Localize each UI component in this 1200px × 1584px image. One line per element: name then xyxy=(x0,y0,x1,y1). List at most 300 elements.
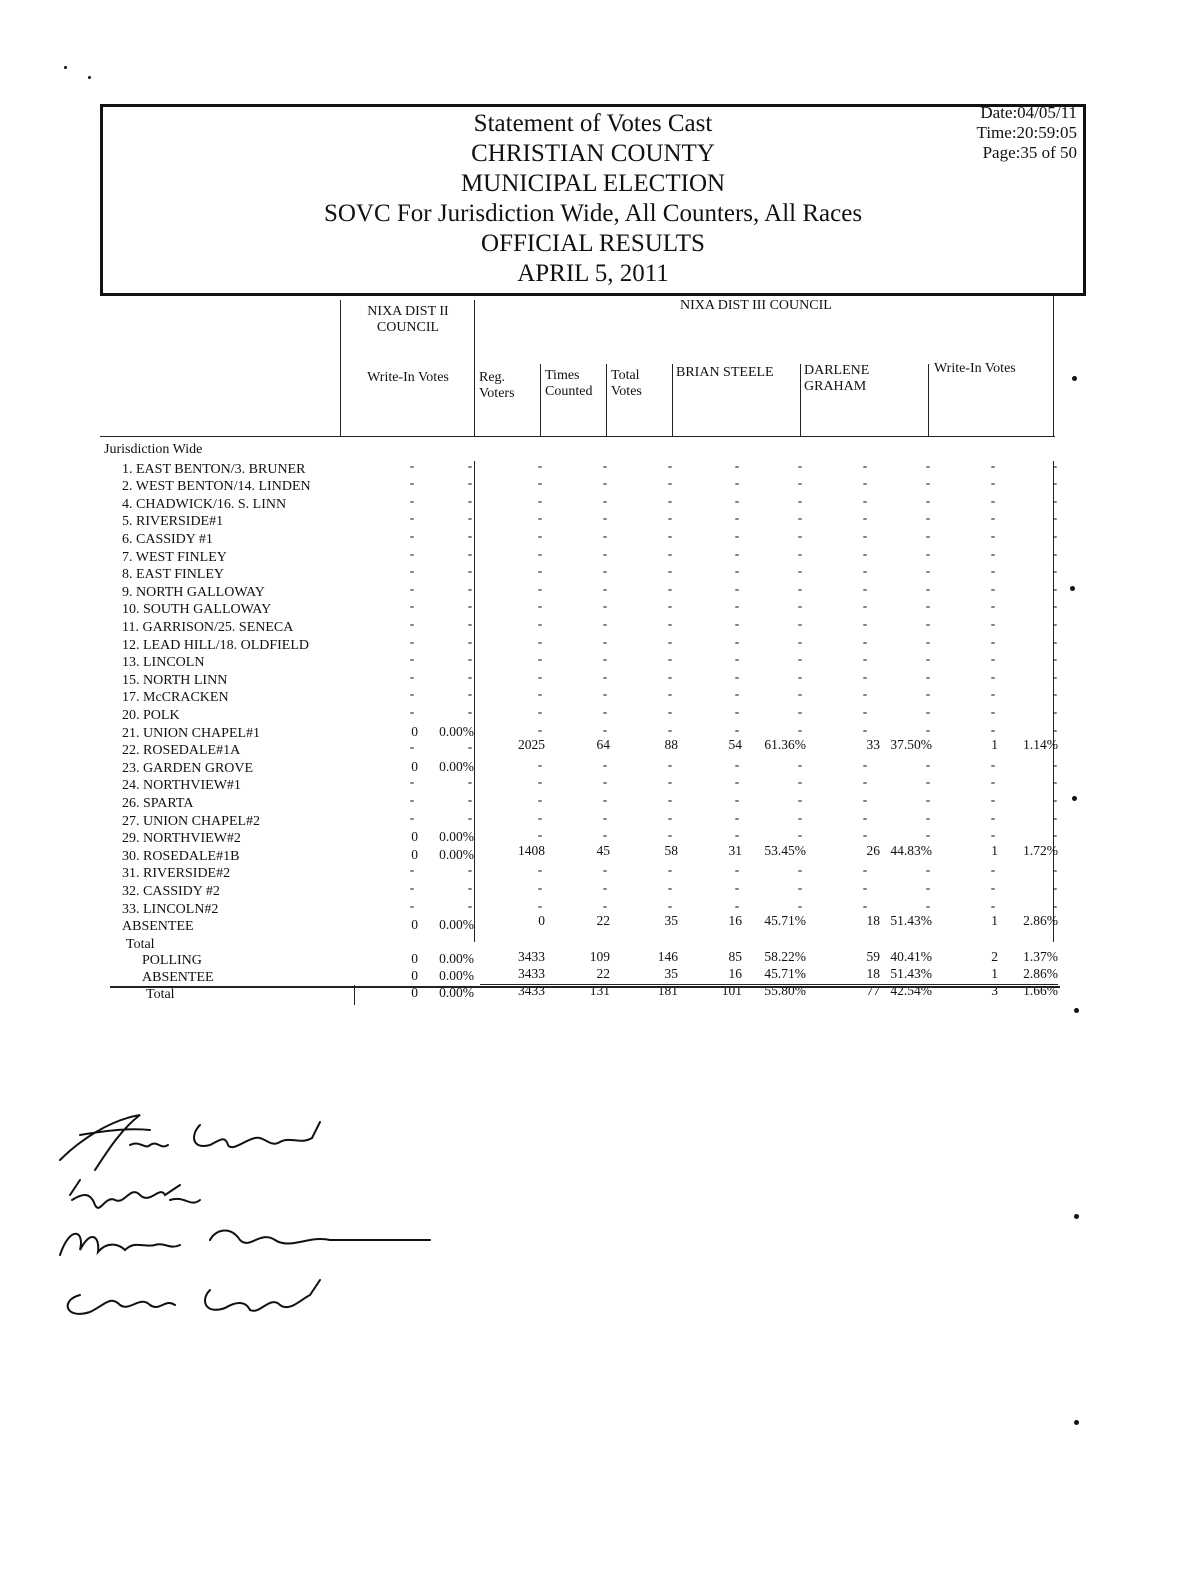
empty-cell-dash: - xyxy=(602,510,608,526)
empty-cell-dash: - xyxy=(667,492,673,508)
empty-cell-dash: - xyxy=(1052,598,1058,614)
empty-cell-dash: - xyxy=(1052,668,1058,684)
empty-cell-dash: - xyxy=(667,897,673,913)
graham-pct-value: 51.43% xyxy=(890,913,932,929)
empty-cell-dash: - xyxy=(925,809,931,825)
empty-cell-dash: - xyxy=(862,651,868,667)
dist2-title-line: COUNCIL xyxy=(376,320,440,335)
empty-cell-dash: - xyxy=(925,880,931,895)
scan-speck xyxy=(88,76,91,79)
empty-cell-dash: - xyxy=(862,792,868,807)
empty-cell-dash: - xyxy=(1052,809,1058,825)
rule xyxy=(928,364,929,436)
empty-cell-dash: - xyxy=(990,475,996,491)
empty-cell-dash: - xyxy=(602,580,608,596)
empty-cell-dash: - xyxy=(409,774,415,790)
empty-cell-dash: - xyxy=(537,774,543,790)
total-reg-voters-value: 3433 xyxy=(518,965,545,981)
empty-cell-dash: - xyxy=(537,897,543,913)
empty-cell-dash: - xyxy=(925,668,931,684)
empty-cell-dash: - xyxy=(667,686,673,702)
precinct-label: 15. NORTH LINN xyxy=(122,672,228,688)
total-steele-pct-value: 55.80% xyxy=(764,982,806,998)
empty-cell-dash: - xyxy=(602,598,608,614)
scan-speck xyxy=(1070,586,1075,591)
report-header xyxy=(100,104,1086,296)
precinct-label: 24. NORTHVIEW#1 xyxy=(122,778,241,794)
empty-cell-dash: - xyxy=(602,528,608,543)
empty-cell-dash: - xyxy=(990,809,996,825)
empty-cell-dash: - xyxy=(602,668,608,684)
empty-cell-dash: - xyxy=(602,827,608,843)
empty-cell-dash: - xyxy=(734,792,740,807)
graham-votes-value: 33 xyxy=(866,737,880,753)
empty-cell-dash: - xyxy=(1052,475,1058,491)
report-time: Time:20:59:05 xyxy=(976,123,1077,142)
total-dist2-value: 0 xyxy=(411,967,418,983)
empty-cell-dash: - xyxy=(734,563,740,579)
dist2-writein-count: 0 xyxy=(411,723,418,739)
precinct-label: 6. CASSIDY #1 xyxy=(122,532,213,547)
empty-cell-dash: - xyxy=(990,721,996,737)
report-page: Page:35 of 50 xyxy=(982,143,1077,162)
rule xyxy=(1053,296,1054,436)
empty-cell-dash: - xyxy=(602,880,608,895)
precinct-label: 4. CHADWICK/16. S. LINN xyxy=(122,496,287,512)
total-steele-votes-value: 85 xyxy=(728,948,742,964)
empty-cell-dash: - xyxy=(990,598,996,614)
empty-cell-dash: - xyxy=(734,704,740,719)
empty-cell-dash: - xyxy=(409,704,415,719)
reg-voters-value: 2025 xyxy=(518,737,545,753)
empty-cell-dash: - xyxy=(862,475,868,491)
empty-cell-dash: - xyxy=(734,880,740,895)
empty-cell-dash: - xyxy=(734,668,740,684)
empty-cell-dash: - xyxy=(667,598,673,614)
dist2-title-line: NIXA DIST II xyxy=(367,304,449,319)
empty-cell-dash: - xyxy=(862,880,868,895)
empty-cell-dash: - xyxy=(409,686,415,702)
precinct-label: 7. WEST FINLEY xyxy=(122,549,227,565)
empty-cell-dash: - xyxy=(467,686,473,702)
dist2-writein-pct: 0.00% xyxy=(439,917,474,933)
empty-cell-dash: - xyxy=(467,862,473,878)
precinct-label: 22. ROSEDALE#1A xyxy=(122,743,241,759)
total-dist2-value: 0 xyxy=(411,950,418,966)
header-line: Reg. xyxy=(479,370,506,385)
dist2-writein-pct: 0.00% xyxy=(439,846,474,862)
empty-cell-dash: - xyxy=(925,827,931,843)
empty-cell-dash: - xyxy=(734,528,740,543)
empty-cell-dash: - xyxy=(537,475,543,491)
empty-cell-dash: - xyxy=(537,862,543,878)
dist2-writein-count: 0 xyxy=(411,846,418,862)
empty-cell-dash: - xyxy=(990,580,996,596)
empty-cell-dash: - xyxy=(409,809,415,825)
precinct-label: 12. LEAD HILL/18. OLDFIELD xyxy=(122,637,310,653)
graham-pct-value: 37.50% xyxy=(890,737,932,753)
empty-cell-dash: - xyxy=(1052,616,1058,631)
empty-cell-dash: - xyxy=(925,897,931,913)
empty-cell-dash: - xyxy=(925,457,931,473)
empty-cell-dash: - xyxy=(409,880,415,895)
empty-cell-dash: - xyxy=(537,880,543,895)
empty-cell-dash: - xyxy=(409,897,415,913)
precinct-label: 33. LINCOLN#2 xyxy=(122,901,219,917)
empty-cell-dash: - xyxy=(467,492,473,508)
empty-cell-dash: - xyxy=(467,563,473,579)
empty-cell-dash: - xyxy=(667,457,673,473)
empty-cell-dash: - xyxy=(667,528,673,543)
empty-cell-dash: - xyxy=(1052,704,1058,719)
empty-cell-dash: - xyxy=(537,598,543,614)
empty-cell-dash: - xyxy=(409,633,415,649)
total-votes-value: 58 xyxy=(664,842,678,858)
total-votes-value: 88 xyxy=(664,737,678,753)
dist3-writein-pct-value: 1.14% xyxy=(1023,737,1058,753)
header-title: Statement of Votes Cast xyxy=(473,110,713,137)
empty-cell-dash: - xyxy=(990,651,996,667)
total-dist2-value: 0 xyxy=(411,984,418,1000)
scan-speck xyxy=(1072,376,1077,381)
empty-cell-dash: - xyxy=(467,809,473,825)
empty-cell-dash: - xyxy=(990,686,996,702)
empty-cell-dash: - xyxy=(467,668,473,684)
dist2-writein-header: Write-In Votes xyxy=(367,370,449,385)
empty-cell-dash: - xyxy=(537,704,543,719)
empty-cell-dash: - xyxy=(925,704,931,719)
empty-cell-dash: - xyxy=(409,528,415,543)
rule xyxy=(474,300,475,436)
total-dist3-writein-count-value: 1 xyxy=(991,965,998,981)
steele-votes-value: 54 xyxy=(728,737,742,753)
dist3-writein-count-value: 1 xyxy=(991,913,998,929)
empty-cell-dash: - xyxy=(734,492,740,508)
empty-cell-dash: - xyxy=(467,457,473,473)
empty-cell-dash: - xyxy=(409,668,415,684)
empty-cell-dash: - xyxy=(925,528,931,543)
empty-cell-dash: - xyxy=(537,827,543,843)
empty-cell-dash: - xyxy=(537,563,543,579)
empty-cell-dash: - xyxy=(862,580,868,596)
empty-cell-dash: - xyxy=(1052,721,1058,737)
header-scope: SOVC For Jurisdiction Wide, All Counters, All Races xyxy=(323,200,863,227)
precinct-label: 26. SPARTA xyxy=(122,796,194,811)
empty-cell-dash: - xyxy=(862,528,868,543)
empty-cell-dash: - xyxy=(1052,510,1058,526)
total-graham-pct-value: 51.43% xyxy=(890,965,932,981)
precinct-label: 20. POLK xyxy=(122,708,180,723)
header-bottom-rule xyxy=(100,436,1055,437)
empty-cell-dash: - xyxy=(797,668,803,684)
grand-total-rule xyxy=(110,986,1060,988)
empty-cell-dash: - xyxy=(1052,633,1058,649)
total-steele-pct-value: 45.71% xyxy=(764,965,806,981)
precinct-label: 23. GARDEN GROVE xyxy=(122,760,254,776)
header-line: Total xyxy=(611,368,640,383)
total-steele-votes-value: 16 xyxy=(728,965,742,981)
empty-cell-dash: - xyxy=(797,510,803,526)
empty-cell-dash: - xyxy=(409,457,415,473)
empty-cell-dash: - xyxy=(862,704,868,719)
scan-speck xyxy=(64,66,67,69)
empty-cell-dash: - xyxy=(734,897,740,913)
total-reg-voters-value: 3433 xyxy=(518,982,545,998)
absentee-total-rule xyxy=(480,984,1058,985)
empty-cell-dash: - xyxy=(862,545,868,561)
empty-cell-dash: - xyxy=(862,492,868,508)
totals-label: Total xyxy=(126,936,155,952)
total-times-counted-value: 131 xyxy=(589,982,610,998)
empty-cell-dash: - xyxy=(862,598,868,614)
rule xyxy=(540,364,541,436)
total-times-counted-value: 109 xyxy=(589,948,610,964)
empty-cell-dash: - xyxy=(667,580,673,596)
empty-cell-dash: - xyxy=(862,827,868,843)
empty-cell-dash: - xyxy=(734,774,740,790)
empty-cell-dash: - xyxy=(734,633,740,649)
empty-cell-dash: - xyxy=(734,827,740,843)
empty-cell-dash: - xyxy=(667,721,673,737)
empty-cell-dash: - xyxy=(797,897,803,913)
total-total-votes-value: 146 xyxy=(657,948,678,964)
empty-cell-dash: - xyxy=(409,616,415,631)
steele-pct-value: 45.71% xyxy=(764,913,806,929)
total-dist3-writein-count-value: 3 xyxy=(991,982,998,998)
empty-cell-dash: - xyxy=(734,580,740,596)
empty-cell-dash: - xyxy=(667,633,673,649)
times-counted-value: 45 xyxy=(596,842,610,858)
empty-cell-dash: - xyxy=(667,668,673,684)
empty-cell-dash: - xyxy=(409,475,415,491)
empty-cell-dash: - xyxy=(409,739,415,755)
empty-cell-dash: - xyxy=(862,774,868,790)
total-reg-voters-value: 3433 xyxy=(518,948,545,964)
empty-cell-dash: - xyxy=(537,545,543,561)
empty-cell-dash: - xyxy=(862,510,868,526)
empty-cell-dash: - xyxy=(1052,792,1058,807)
rule xyxy=(800,364,801,436)
empty-cell-dash: - xyxy=(990,756,996,772)
scan-speck xyxy=(1074,1008,1079,1013)
empty-cell-dash: - xyxy=(467,616,473,631)
empty-cell-dash: - xyxy=(990,510,996,526)
empty-cell-dash: - xyxy=(667,809,673,825)
header-status: OFFICIAL RESULTS xyxy=(481,230,705,257)
empty-cell-dash: - xyxy=(1052,580,1058,596)
total-graham-votes-value: 59 xyxy=(866,948,880,964)
empty-cell-dash: - xyxy=(537,528,543,543)
empty-cell-dash: - xyxy=(602,475,608,491)
precinct-label: 30. ROSEDALE#1B xyxy=(122,848,240,864)
empty-cell-dash: - xyxy=(925,774,931,790)
empty-cell-dash: - xyxy=(409,580,415,596)
dist3-title: NIXA DIST III COUNCIL xyxy=(680,298,832,313)
empty-cell-dash: - xyxy=(990,457,996,473)
empty-cell-dash: - xyxy=(409,510,415,526)
precinct-label: 32. CASSIDY #2 xyxy=(122,884,220,899)
empty-cell-dash: - xyxy=(1052,686,1058,702)
empty-cell-dash: - xyxy=(467,510,473,526)
empty-cell-dash: - xyxy=(734,598,740,614)
precinct-label: 9. NORTH GALLOWAY xyxy=(122,584,265,600)
empty-cell-dash: - xyxy=(862,563,868,579)
empty-cell-dash: - xyxy=(602,792,608,807)
empty-cell-dash: - xyxy=(409,492,415,508)
empty-cell-dash: - xyxy=(734,686,740,702)
empty-cell-dash: - xyxy=(862,862,868,878)
header-election: MUNICIPAL ELECTION xyxy=(460,170,726,197)
precinct-label: 2. WEST BENTON/14. LINDEN xyxy=(122,479,311,495)
empty-cell-dash: - xyxy=(797,686,803,702)
empty-cell-dash: - xyxy=(467,739,473,755)
total-votes-value: 35 xyxy=(664,913,678,929)
dist2-writein-count: 0 xyxy=(411,758,418,774)
steele-pct-value: 53.45% xyxy=(764,842,806,858)
dist2-writein-count: 0 xyxy=(411,917,418,933)
empty-cell-dash: - xyxy=(602,862,608,878)
total-total-votes-value: 181 xyxy=(657,982,678,998)
empty-cell-dash: - xyxy=(1052,897,1058,913)
empty-cell-dash: - xyxy=(797,475,803,491)
empty-cell-dash: - xyxy=(990,528,996,543)
empty-cell-dash: - xyxy=(734,475,740,491)
empty-cell-dash: - xyxy=(602,686,608,702)
rule xyxy=(672,364,673,436)
dist2-writein-count: 0 xyxy=(411,829,418,845)
total-left-rule xyxy=(354,985,355,1005)
total-steele-pct-value: 58.22% xyxy=(764,948,806,964)
empty-cell-dash: - xyxy=(467,704,473,719)
steele-pct-value: 61.36% xyxy=(764,737,806,753)
empty-cell-dash: - xyxy=(602,633,608,649)
empty-cell-dash: - xyxy=(467,633,473,649)
empty-cell-dash: - xyxy=(797,774,803,790)
empty-cell-dash: - xyxy=(862,756,868,772)
empty-cell-dash: - xyxy=(602,809,608,825)
empty-cell-dash: - xyxy=(1052,492,1058,508)
empty-cell-dash: - xyxy=(862,721,868,737)
empty-cell-dash: - xyxy=(667,704,673,719)
total-dist3-writein-pct-value: 1.37% xyxy=(1023,948,1058,964)
times-counted-value: 22 xyxy=(596,913,610,929)
absentee-label: ABSENTEE xyxy=(142,969,214,985)
empty-cell-dash: - xyxy=(990,668,996,684)
signature-strokes xyxy=(60,1115,430,1314)
empty-cell-dash: - xyxy=(797,792,803,807)
empty-cell-dash: - xyxy=(797,756,803,772)
empty-cell-dash: - xyxy=(537,668,543,684)
empty-cell-dash: - xyxy=(925,686,931,702)
darlene-graham-header xyxy=(804,363,869,395)
empty-cell-dash: - xyxy=(667,880,673,895)
empty-cell-dash: - xyxy=(409,598,415,614)
empty-cell-dash: - xyxy=(797,633,803,649)
empty-cell-dash: - xyxy=(797,528,803,543)
total-dist2-value: 0.00% xyxy=(439,984,474,1000)
empty-cell-dash: - xyxy=(734,545,740,561)
empty-cell-dash: - xyxy=(990,545,996,561)
header-line: GRAHAM xyxy=(804,379,867,394)
steele-votes-value: 16 xyxy=(728,913,742,929)
section-label: Jurisdiction Wide xyxy=(104,442,203,457)
dist3-writein-pct-value: 1.72% xyxy=(1023,842,1058,858)
empty-cell-dash: - xyxy=(602,545,608,561)
empty-cell-dash: - xyxy=(602,616,608,631)
empty-cell-dash: - xyxy=(1052,756,1058,772)
dist2-writein-pct: 0.00% xyxy=(439,723,474,739)
graham-votes-value: 26 xyxy=(866,842,880,858)
empty-cell-dash: - xyxy=(862,686,868,702)
empty-cell-dash: - xyxy=(602,457,608,473)
grand-label: Total xyxy=(146,986,175,1002)
empty-cell-dash: - xyxy=(537,686,543,702)
empty-cell-dash: - xyxy=(925,492,931,508)
empty-cell-dash: - xyxy=(990,862,996,878)
empty-cell-dash: - xyxy=(667,475,673,491)
empty-cell-dash: - xyxy=(1052,862,1058,878)
empty-cell-dash: - xyxy=(467,598,473,614)
empty-cell-dash: - xyxy=(602,492,608,508)
precinct-label: 29. NORTHVIEW#2 xyxy=(122,831,241,847)
empty-cell-dash: - xyxy=(925,862,931,878)
empty-cell-dash: - xyxy=(537,616,543,631)
total-dist2-value: 0.00% xyxy=(439,950,474,966)
dist2-title xyxy=(344,304,472,336)
empty-cell-dash: - xyxy=(734,616,740,631)
empty-cell-dash: - xyxy=(602,774,608,790)
scan-speck xyxy=(1072,796,1077,801)
empty-cell-dash: - xyxy=(1052,651,1058,667)
empty-cell-dash: - xyxy=(602,756,608,772)
empty-cell-dash: - xyxy=(797,492,803,508)
empty-cell-dash: - xyxy=(925,756,931,772)
precinct-label: 13. LINCOLN xyxy=(122,655,205,671)
empty-cell-dash: - xyxy=(409,651,415,667)
empty-cell-dash: - xyxy=(990,563,996,579)
empty-cell-dash: - xyxy=(797,704,803,719)
empty-cell-dash: - xyxy=(1052,545,1058,561)
empty-cell-dash: - xyxy=(925,580,931,596)
total-graham-pct-value: 40.41% xyxy=(890,948,932,964)
empty-cell-dash: - xyxy=(862,897,868,913)
empty-cell-dash: - xyxy=(925,633,931,649)
precinct-label: 17. McCRACKEN xyxy=(122,690,229,706)
empty-cell-dash: - xyxy=(467,475,473,491)
empty-cell-dash: - xyxy=(602,563,608,579)
header-line: Voters xyxy=(479,386,515,401)
empty-cell-dash: - xyxy=(862,809,868,825)
empty-cell-dash: - xyxy=(797,545,803,561)
precinct-label: 11. GARRISON/25. SENECA xyxy=(122,620,294,635)
empty-cell-dash: - xyxy=(467,545,473,561)
empty-cell-dash: - xyxy=(990,704,996,719)
steele-votes-value: 31 xyxy=(728,842,742,858)
empty-cell-dash: - xyxy=(667,510,673,526)
empty-cell-dash: - xyxy=(925,563,931,579)
header-line: Counted xyxy=(545,384,593,399)
empty-cell-dash: - xyxy=(409,545,415,561)
empty-cell-dash: - xyxy=(990,897,996,913)
empty-cell-dash: - xyxy=(1052,563,1058,579)
empty-cell-dash: - xyxy=(1052,827,1058,843)
empty-cell-dash: - xyxy=(797,651,803,667)
times-counted-header xyxy=(545,368,592,400)
total-graham-votes-value: 18 xyxy=(866,965,880,981)
precinct-label: 1. EAST BENTON/3. BRUNER xyxy=(122,461,306,477)
reg-voters-header xyxy=(479,370,515,402)
empty-cell-dash: - xyxy=(1052,457,1058,473)
